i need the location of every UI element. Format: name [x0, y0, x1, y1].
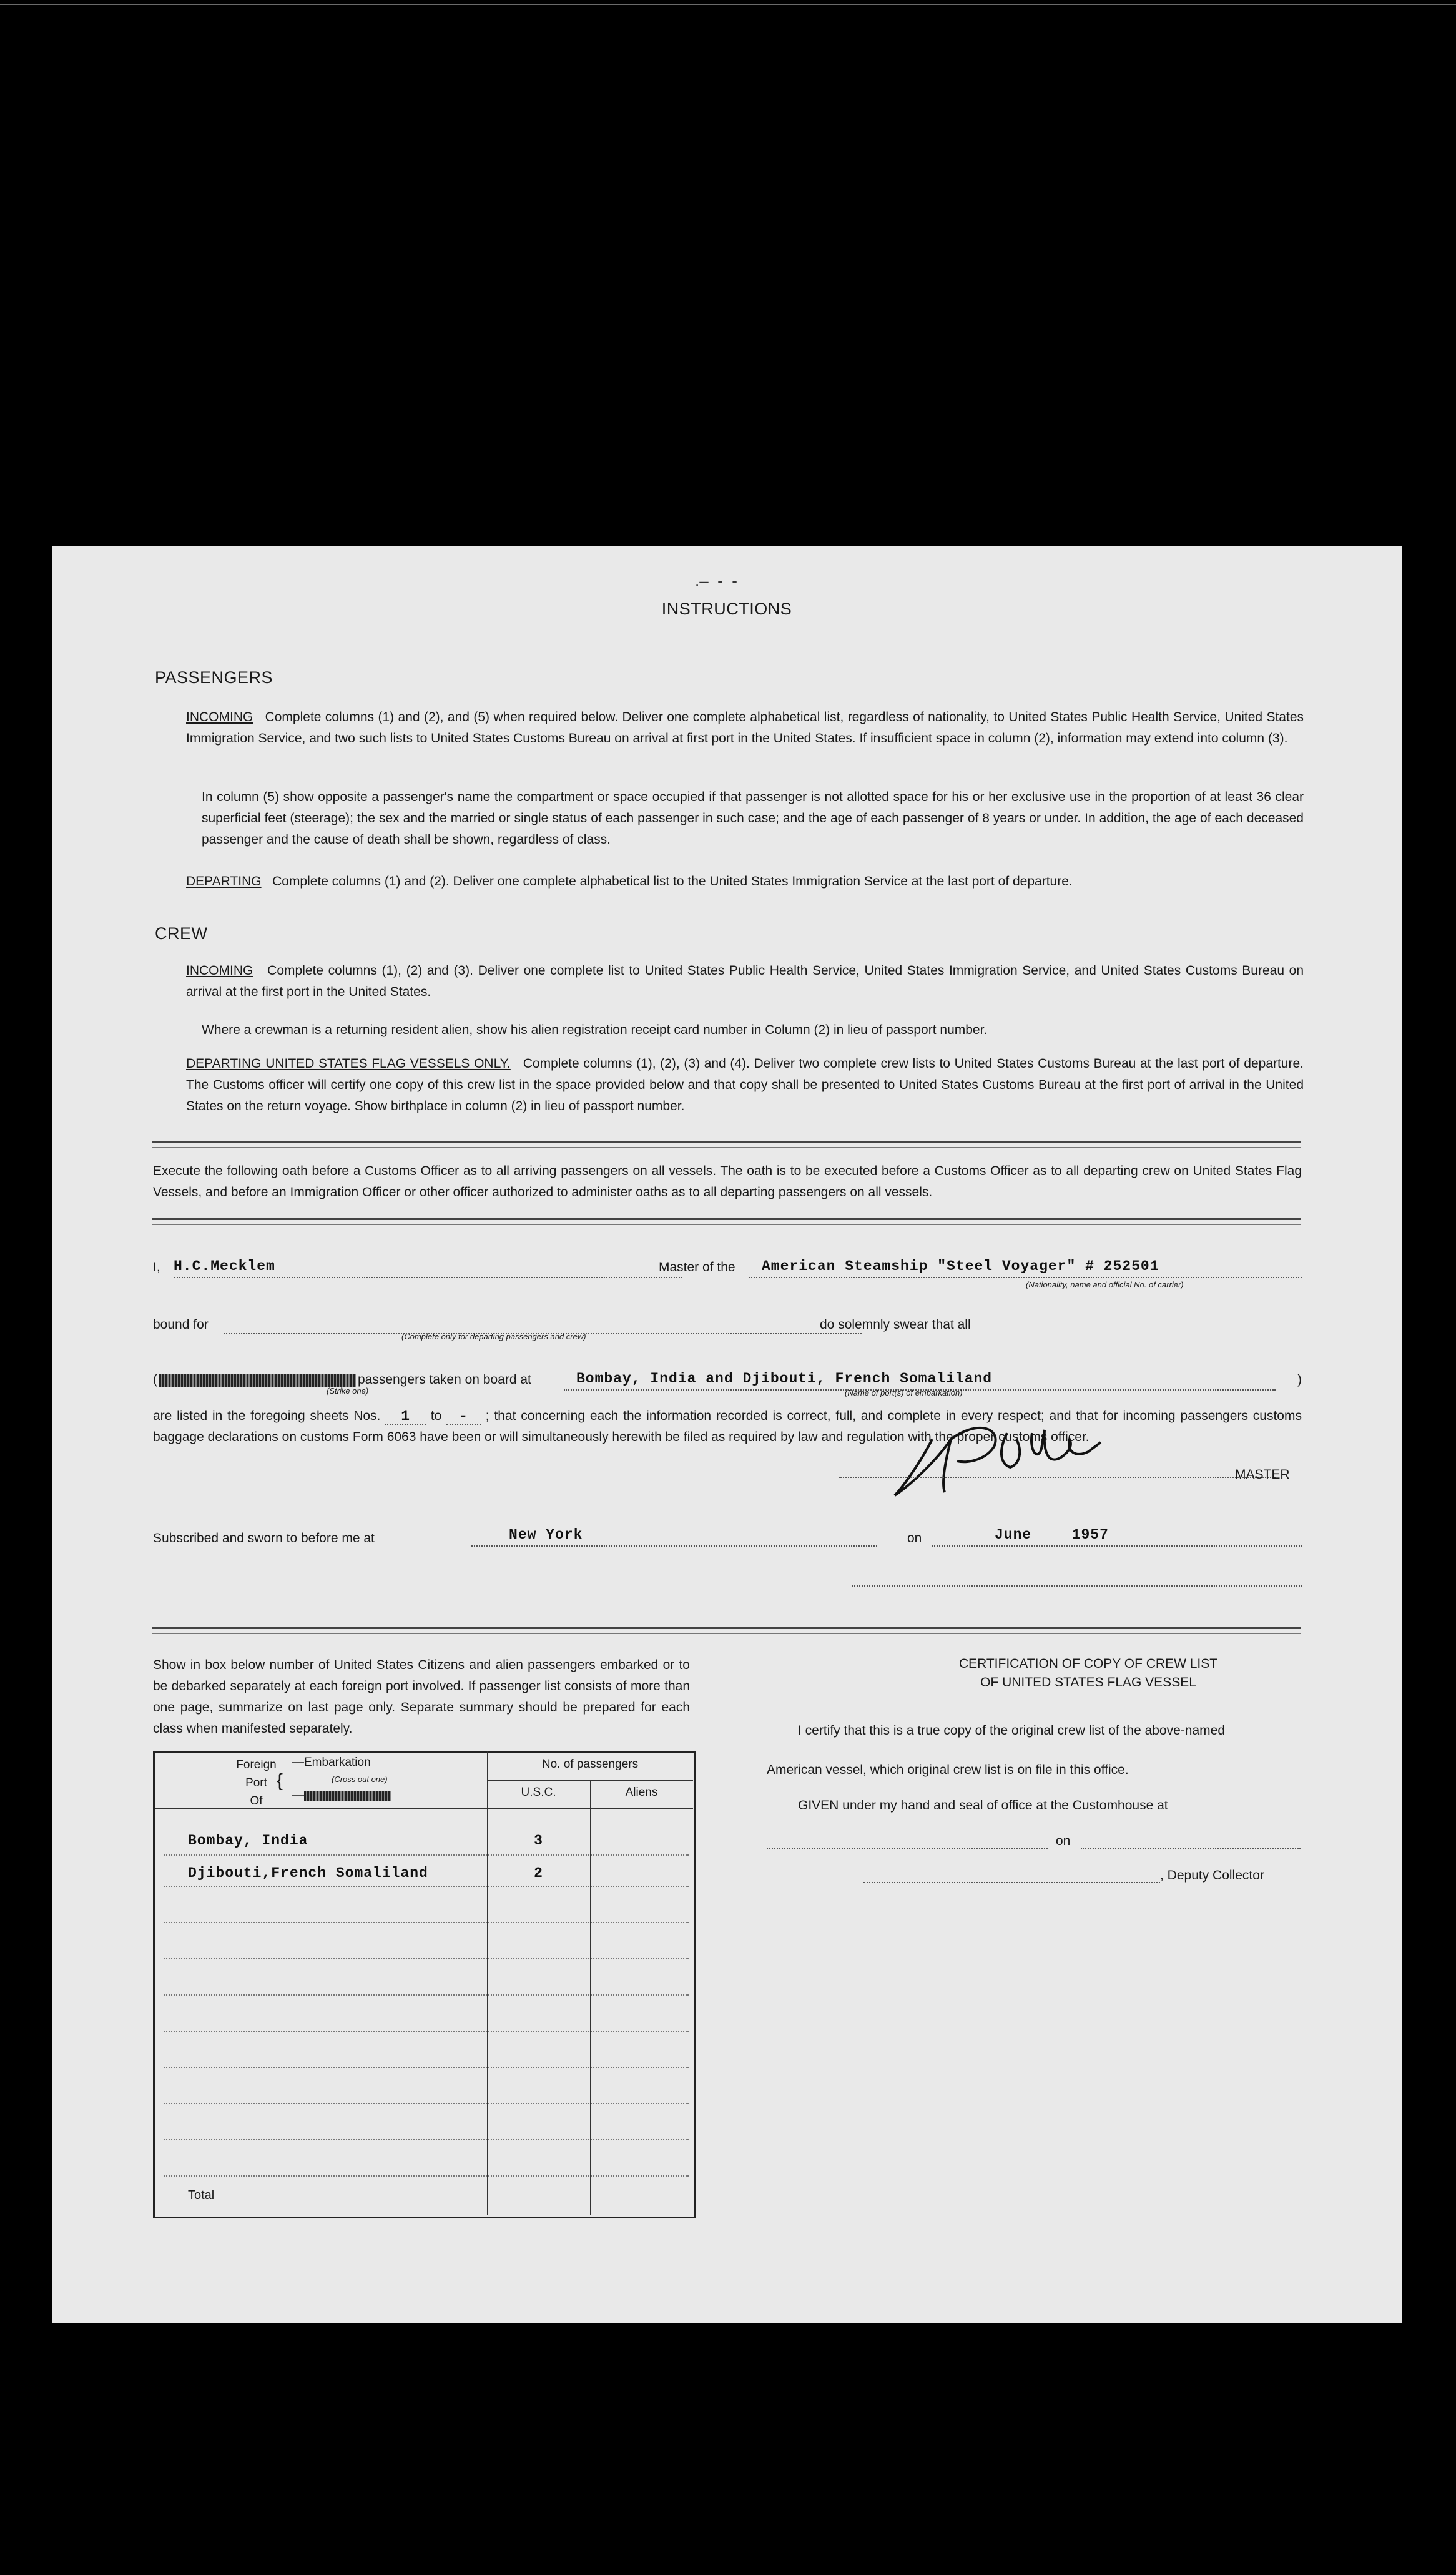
- page-title: INSTRUCTIONS: [661, 599, 792, 618]
- header-usc: U.S.C.: [521, 1786, 556, 1799]
- header-of: Of: [250, 1795, 263, 1808]
- passengers-departing-paragraph: [186, 871, 1304, 892]
- master-name-value: H.C.Mecklem: [174, 1258, 275, 1274]
- certification-title-2: OF UNITED STATES FLAG VESSEL: [980, 1675, 1196, 1690]
- master-name-field[interactable]: [174, 1258, 682, 1278]
- header-debarkation-struck: —: [292, 1789, 391, 1803]
- crew-departing-text: Complete columns (1), (2), (3) and (4). Deliver two complete crew lists to United States Customs Bureau at the last port of departure. The Customs officer will certify one copy of this crew list in the space provided below and that copy shall be presented to United States Customs Bureau at the first port of arrival in the United States on the return voyage. Show birthplace in column (2) in lieu of passport number.: [186, 1056, 1304, 1113]
- listed-text-2: ; that concerning each the information recorded is correct, full, and complete in every respect; and that for incoming passengers customs baggage declarations on customs Form 6063 have been or will simultaneously herewith be filed as required by law and regulation with the proper customs officer.: [153, 1409, 1302, 1444]
- header-no-passengers: No. of passengers: [541, 1758, 639, 1771]
- row-1-usc: 3: [534, 1833, 543, 1849]
- table-header-divider: [487, 1780, 693, 1781]
- brace-icon: {: [277, 1770, 283, 1791]
- divider: [152, 1633, 1301, 1634]
- close-paren: ): [1297, 1372, 1302, 1387]
- crew-incoming-paragraph: [186, 960, 1304, 1003]
- row-2-usc: 2: [534, 1865, 543, 1881]
- vessel-value: American Steamship "Steel Voyager" # 252501: [762, 1258, 1159, 1274]
- certification-line-1: I certify that this is a true copy of the original crew list of the above-named: [798, 1723, 1225, 1738]
- certification-on-label: on: [1056, 1834, 1071, 1848]
- crew-heading: CREW: [155, 924, 208, 943]
- crew-departing-paragraph: [186, 1053, 1304, 1117]
- incoming-text: Complete columns (1) and (2), and (5) when required below. Deliver one complete alphabetical list, regardless of nationality, to United States Public Health Service, United States Immigration Service, and two such lists to United States Customs Bureau on arrival at first port in the United States. If insufficient space in column (2), information may extend into column (3).: [186, 710, 1304, 746]
- total-label: Total: [188, 2189, 215, 2202]
- row-line: [164, 2031, 689, 2032]
- crew-resident-paragraph: Where a crewman is a returning resident alien, show his alien registration receipt card number in Column (2) in lieu of passport number.: [202, 1023, 988, 1037]
- table-column-divider: [590, 1780, 591, 2215]
- row-line: [164, 1958, 689, 1959]
- row-line: [164, 2175, 689, 2177]
- divider: [152, 1627, 1301, 1629]
- certification-line-2: American vessel, which original crew list is on file in this office.: [767, 1763, 1129, 1777]
- punch-mark: .– - -: [695, 571, 737, 590]
- departing-text: Complete columns (1) and (2). Deliver one complete alphabetical list to the United States Immigration Service at the last port of departure.: [272, 874, 1073, 889]
- ports-caption: (Name of port(s) of embarkation): [845, 1388, 963, 1397]
- date-month: June: [995, 1527, 1032, 1543]
- listed-text-1: are listed in the foregoing sheets Nos.: [153, 1409, 381, 1423]
- vessel-field[interactable]: [749, 1258, 1302, 1278]
- bound-for-label: bound for: [153, 1317, 209, 1332]
- to-label: to: [430, 1409, 442, 1423]
- place-value: New York: [509, 1527, 583, 1543]
- header-foreign: Foreign: [236, 1758, 277, 1771]
- vessel-caption: (Nationality, name and official No. of carrier): [1026, 1280, 1184, 1289]
- date-on-label: on: [907, 1531, 922, 1545]
- passengers-column5-paragraph: In column (5) show opposite a passenger's name the compartment or space occupied if that passenger is not allotted space for his or her exclusive use in the proportion of at least 36 clear superficial feet (steerage); the sex and the married or single status of each passenger in such case; and the age of each passenger of 8 years or under. In addition, the age of each deceased passenger and the cause of death shall be shown, regardless of class.: [202, 790, 1304, 847]
- row-1-port: Bombay, India: [188, 1833, 308, 1849]
- strike-caption: (Strike one): [327, 1386, 369, 1396]
- customhouse-field[interactable]: [767, 1846, 1048, 1849]
- oath-i-label: I,: [153, 1260, 160, 1274]
- row-line: [164, 1922, 689, 1923]
- crew-incoming-text: Complete columns (1), (2) and (3). Deliver one complete list to United States Public Health Service, United States Immigration Service, and United States Customs Bureau on arrival at the first port in the United States.: [186, 963, 1304, 999]
- row-line: [164, 2103, 689, 2104]
- divider: [152, 1218, 1301, 1220]
- header-foreign-port-of: [233, 1756, 280, 1810]
- form-page: [52, 546, 1402, 2323]
- divider: [152, 1141, 1301, 1143]
- subscribed-label: Subscribed and sworn to before me at: [153, 1531, 375, 1545]
- deputy-collector-label: , Deputy Collector: [1160, 1868, 1264, 1883]
- header-embarkation: —Embarkation: [292, 1756, 371, 1769]
- passengers-incoming-paragraph: [186, 707, 1304, 749]
- certification-title: [801, 1655, 1375, 1692]
- certification-line-3: GIVEN under my hand and seal of office at the Customhouse at: [798, 1798, 1168, 1813]
- row-2-port: Djibouti,French Somaliland: [188, 1865, 428, 1881]
- passengers-taken-label: passengers taken on board at: [358, 1372, 531, 1387]
- deputy-collector-field[interactable]: [863, 1881, 1160, 1883]
- master-signature: [882, 1414, 1207, 1508]
- row-line: [164, 1854, 689, 1856]
- row-line: [164, 2139, 689, 2140]
- struck-out-option: [159, 1374, 356, 1387]
- header-port: Port: [245, 1776, 267, 1790]
- passengers-heading: PASSENGERS: [155, 668, 273, 687]
- summary-instructions: Show in box below number of United States Citizens and alien passengers embarked or to be debarked separately at each foreign port involved. If passenger list consists of more than one page, summarize on last page only. Separate summary should be prepared for each class when manifested separately.: [153, 1658, 690, 1736]
- officer-signature-line: [852, 1584, 1302, 1587]
- passenger-summary-table: [153, 1751, 696, 2218]
- header-aliens: Aliens: [625, 1786, 658, 1799]
- scan-top-edge: [0, 4, 1456, 5]
- row-line: [164, 1886, 689, 1887]
- date-year: 1957: [1071, 1527, 1109, 1543]
- place-field[interactable]: [471, 1527, 877, 1547]
- incoming-label: INCOMING: [186, 710, 253, 724]
- header-embarkation-label: Embarkation: [304, 1756, 371, 1769]
- divider: [152, 1147, 1301, 1148]
- master-of-label: Master of the: [659, 1260, 735, 1274]
- sheet-from[interactable]: 1: [385, 1408, 426, 1425]
- open-paren: (: [153, 1372, 157, 1387]
- row-line: [164, 1994, 689, 1996]
- ports-value: Bombay, India and Djibouti, French Somaliland: [576, 1371, 993, 1387]
- table-column-divider: [487, 1751, 488, 2215]
- bound-for-caption: (Complete only for departing passengers and crew): [401, 1332, 586, 1341]
- signature-line: [839, 1475, 1276, 1478]
- cross-out-caption: (Cross out one): [332, 1775, 388, 1784]
- date-field[interactable]: [932, 1527, 1302, 1547]
- sheet-to[interactable]: -: [446, 1408, 481, 1425]
- divider: [152, 1224, 1301, 1225]
- row-line: [164, 2067, 689, 2068]
- certification-title-1: CERTIFICATION OF COPY OF CREW LIST: [958, 1657, 1218, 1671]
- departing-label: DEPARTING: [186, 874, 262, 889]
- swear-text: do solemnly swear that all: [820, 1317, 971, 1332]
- crew-departing-label: DEPARTING UNITED STATES FLAG VESSELS ONLY.: [186, 1056, 511, 1071]
- master-label: MASTER: [1235, 1467, 1290, 1482]
- crew-incoming-label: INCOMING: [186, 963, 253, 978]
- oath-intro: Execute the following oath before a Customs Officer as to all arriving passengers on all vessels. The oath is to be executed before a Customs Officer as to all departing crew on United States Flag Vessels, and before an Immigration Officer or other officer authorized to administer oaths as to all departing passengers on all vessels.: [153, 1164, 1302, 1199]
- certification-date-field[interactable]: [1081, 1846, 1301, 1849]
